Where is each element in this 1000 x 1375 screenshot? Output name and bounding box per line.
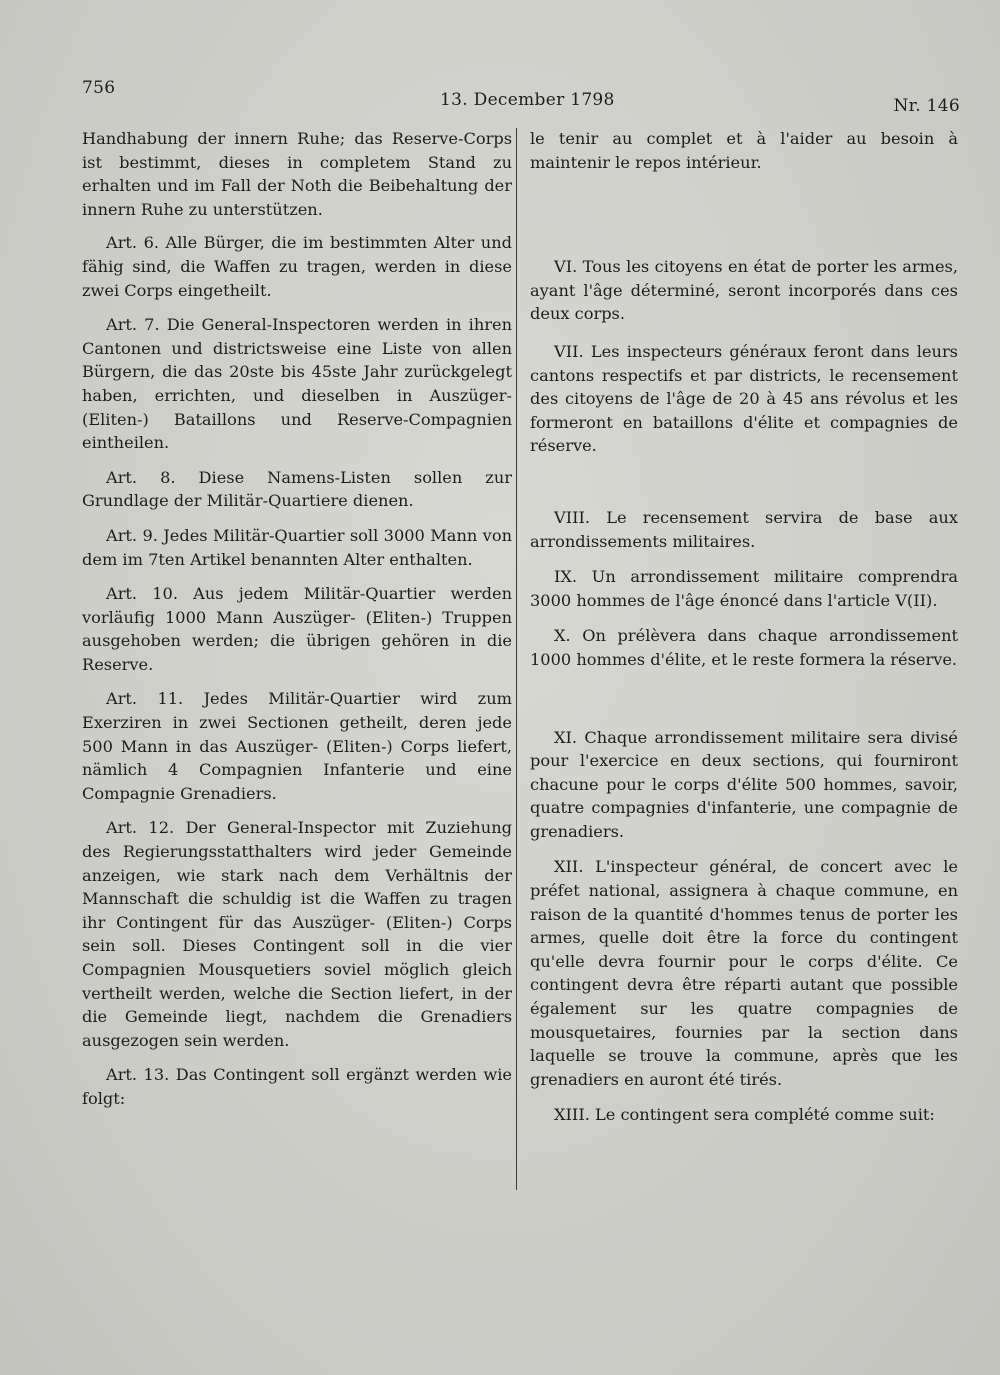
column-divider bbox=[516, 128, 517, 1190]
paragraph-ix: IX. Un arrondissement militaire comprendra 3000 hommes de l'âge énoncé dans l'article V(II). bbox=[530, 567, 958, 610]
german-column bbox=[82, 127, 512, 1122]
paragraph-xii: XII. L'inspecteur général, de concert avec le préfet national, assignera à chaque commune, en raison de la quantité d'hommes tenus de porter les armes, quelle doit être la force du contingent qu'elle devra fournir pour le corps d'élite. Ce contingent devra être réparti autant que possible également sur les quatre compagnies de mousquetaires, fournies par la section dans laquelle se trouve la commune, après que les grenadiers en auront été tirés. bbox=[530, 857, 958, 1089]
paragraph-art-12: Art. 12. Der General-Inspector mit Zuziehung des Regierungsstatthalters wird jeder Gemeinde anzeigen, wie stark nach dem Verhältnis der Mannschaft die schuldig ist die Waffen zu tragen ihr Contingent für das Auszüger- (Eliten-) Corps sein soll. Dieses Contingent soll in die vier Compagnien Mousquetiers soviel möglich gleich vertheilt werden, welche die Section liefert, in der die Gemeinde liegt, nachdem die Grenadiers ausgezogen sein werden. bbox=[82, 818, 512, 1050]
paragraph-vi: VI. Tous les citoyens en état de porter les armes, ayant l'âge déterminé, seront incorporés dans ces deux corps. bbox=[530, 257, 958, 324]
paragraph-art-9: Art. 9. Jedes Militär-Quartier soll 3000 Mann von dem im 7ten Artikel benannten Alter enthalten. bbox=[82, 525, 512, 569]
paragraph-art-7: Art. 7. Die General-Inspectoren werden in ihren Cantonen und districtsweise eine Liste von allen Bürgern, die das 20ste bis 45ste Jahr zurückgelegt haben, errichten, und dieselben in Auszüger- (Eliten-) Bataillons und Reserve-Compagnien eintheilen. bbox=[82, 315, 512, 453]
page-header bbox=[0, 76, 1000, 116]
paragraph-vii: VII. Les inspecteurs généraux feront dans leurs cantons respectifs et par districts, le recensement des citoyens de l'âge de 20 à 45 ans révolus et les formeront en bataillons d'élite et compagnies de réserve. bbox=[530, 341, 958, 456]
paragraph-art-6: Art. 6. Alle Bürger, die im bestimmten Alter und fähig sind, die Waffen zu tragen, werden in diese zwei Corps eingetheilt. bbox=[82, 233, 512, 300]
paragraph-art-13: Art. 13. Das Contingent soll ergänzt werden wie folgt: bbox=[82, 1065, 512, 1108]
paragraph: le tenir au complet et à l'aider au besoin à maintenir le repos intérieur. bbox=[530, 129, 958, 172]
paragraph-art-11: Art. 11. Jedes Militär-Quartier wird zum Exerziren in zwei Sectionen getheilt, deren jede 500 Mann in das Auszüger- (Eliten-) Corps liefert, nämlich 4 Compagnien Infanterie und eine Compagnie Grenadiers. bbox=[82, 689, 512, 803]
paragraph-xi: XI. Chaque arrondissement militaire sera divisé pour l'exercice en deux sections, qui fourniront chacune pour le corps d'élite 500 hommes, savoir, quatre compagnies d'infanterie, une compagnie de grenadiers. bbox=[530, 727, 958, 841]
document-number: Nr. 146 bbox=[893, 96, 960, 116]
french-column bbox=[530, 127, 958, 1127]
paragraph-art-10: Art. 10. Aus jedem Militär-Quartier werden vorläufig 1000 Mann Auszüger- (Eliten-) Truppen ausgehoben werden; die übrigen gehören in die Reserve. bbox=[82, 584, 512, 674]
paragraph-xiii: XIII. Le contingent sera complété comme suit: bbox=[554, 1105, 935, 1125]
paragraph-x: X. On prélèvera dans chaque arrondissement 1000 hommes d'élite, et le reste formera la réserve. bbox=[530, 626, 958, 669]
paragraph-viii: VIII. Le recensement servira de base aux arrondissements militaires. bbox=[530, 507, 958, 551]
paragraph: Handhabung der innern Ruhe; das Reserve-Corps ist bestimmt, dieses in completem Stand zu erhalten und im Fall der Noth die Beibehaltung der innern Ruhe zu unterstützen. bbox=[82, 129, 512, 219]
page-number: 756 bbox=[82, 78, 116, 98]
header-date: 13. December 1798 bbox=[440, 90, 615, 110]
paragraph-art-8: Art. 8. Diese Namens-Listen sollen zur Grundlage der Militär-Quartiere dienen. bbox=[82, 467, 512, 511]
